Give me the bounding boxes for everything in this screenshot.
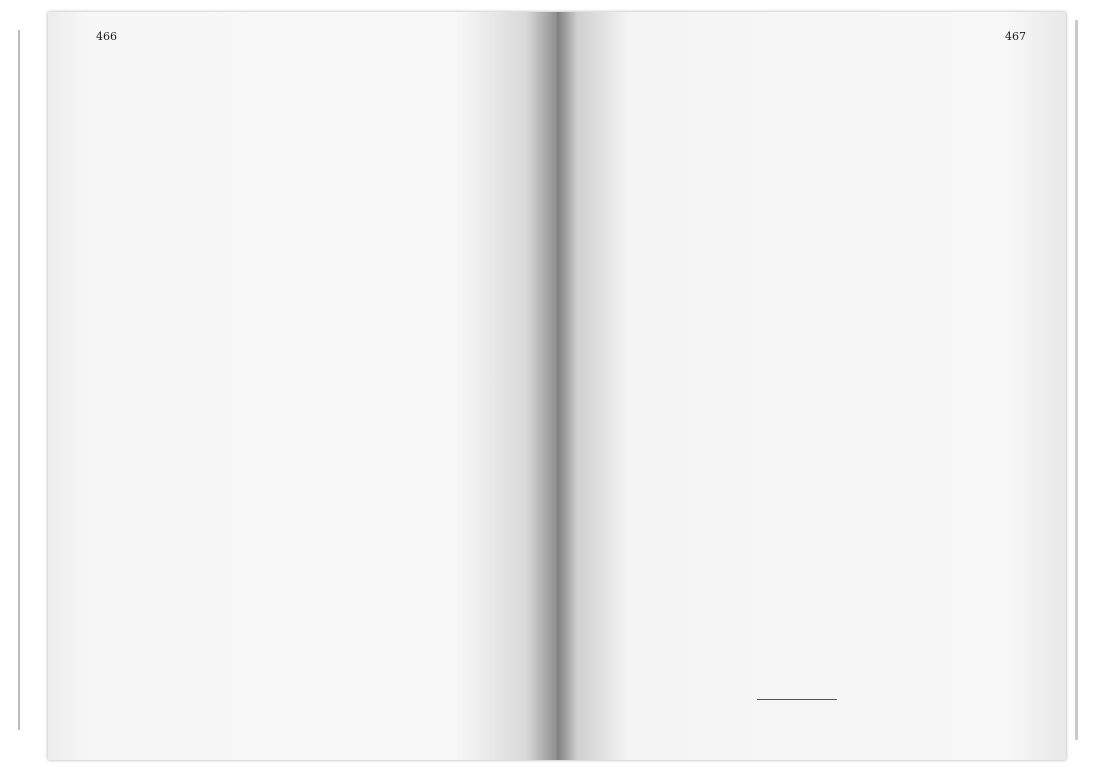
scan-edge-right [1075,20,1078,740]
right-page-header [595,30,1026,43]
right-page [557,12,1066,760]
left-page [48,12,557,760]
closing-rule [757,699,837,700]
scan-edge-left [18,30,20,730]
left-page-header [96,30,523,43]
left-page-number: 466 [96,30,117,43]
book-spread [48,12,1066,760]
right-page-number: 467 [1005,30,1026,43]
